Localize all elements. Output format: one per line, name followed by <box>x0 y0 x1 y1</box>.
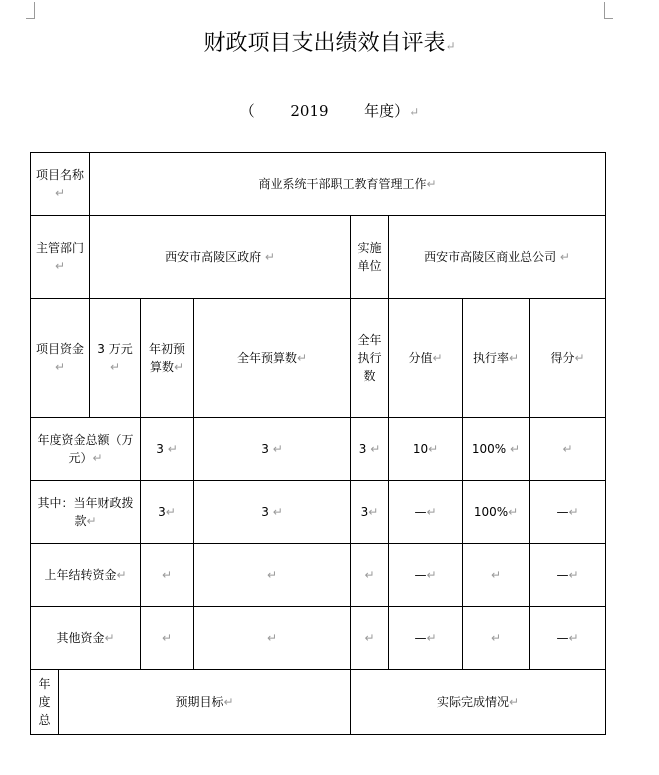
cell-score-value: —↵ <box>389 607 463 670</box>
evaluation-table <box>30 152 606 735</box>
cell-score: —↵ <box>530 607 606 670</box>
col-score-value: 分值↵ <box>389 299 463 418</box>
fund-label: 项目资金↵ <box>31 299 90 418</box>
cell-annual: 3 ↵ <box>194 481 351 544</box>
row-label: 年度资金总额（万元）↵ <box>31 418 141 481</box>
cell-annual: 3 ↵ <box>194 418 351 481</box>
cell-exec: ↵ <box>351 607 389 670</box>
col-annual-budget: 全年预算数↵ <box>194 299 351 418</box>
cell-exec-rate: 100%↵ <box>463 481 530 544</box>
project-name-value: 商业系统干部职工教育管理工作↵ <box>90 153 606 216</box>
year-line: （ 2019 年度）↵ <box>239 102 420 120</box>
col-exec-rate: 执行率↵ <box>463 299 530 418</box>
cell-score: ↵ <box>530 418 606 481</box>
row-label: 其中：当年财政拨款↵ <box>31 481 141 544</box>
cell-initial: ↵ <box>141 544 194 607</box>
cell-score-value: —↵ <box>389 544 463 607</box>
row-label: 上年结转资金↵ <box>31 544 141 607</box>
document-title: 财政项目支出绩效自评表↵ <box>203 31 456 56</box>
col-annual-exec: 全年执行数 <box>351 299 389 418</box>
col-initial-budget: 年初预算数↵ <box>141 299 194 418</box>
dept-value: 西安市高陵区政府 ↵ <box>90 216 351 299</box>
impl-label: 实施单位 <box>351 216 389 299</box>
actual-status-header: 实际完成情况↵ <box>351 670 606 735</box>
cell-exec: 3 ↵ <box>351 418 389 481</box>
cell-exec-rate: ↵ <box>463 607 530 670</box>
cell-initial: 3 ↵ <box>141 418 194 481</box>
cell-exec: ↵ <box>351 544 389 607</box>
table-row <box>31 544 606 607</box>
margin-corner-right <box>604 2 613 19</box>
expected-goal-header: 预期目标↵ <box>59 670 351 735</box>
cell-annual: ↵ <box>194 607 351 670</box>
cell-score-value: —↵ <box>389 481 463 544</box>
cell-exec-rate: ↵ <box>463 544 530 607</box>
table-row <box>31 481 606 544</box>
cell-score: —↵ <box>530 544 606 607</box>
fund-amount: 3 万元↵ <box>90 299 141 418</box>
year-value: 2019 <box>290 102 329 120</box>
row-label: 其他资金↵ <box>31 607 141 670</box>
cell-score: —↵ <box>530 481 606 544</box>
impl-value: 西安市高陵区商业总公司 ↵ <box>389 216 606 299</box>
project-name-label: 项目名称↵ <box>31 153 90 216</box>
cell-score-value: 10↵ <box>389 418 463 481</box>
table-row <box>31 418 606 481</box>
dept-label: 主管部门↵ <box>31 216 90 299</box>
col-score: 得分↵ <box>530 299 606 418</box>
margin-corner-left <box>26 2 35 19</box>
cell-exec: 3↵ <box>351 481 389 544</box>
table-row <box>31 607 606 670</box>
cell-initial: 3↵ <box>141 481 194 544</box>
cell-exec-rate: 100% ↵ <box>463 418 530 481</box>
cell-annual: ↵ <box>194 544 351 607</box>
cell-initial: ↵ <box>141 607 194 670</box>
goal-label: 年度总 <box>31 670 59 735</box>
